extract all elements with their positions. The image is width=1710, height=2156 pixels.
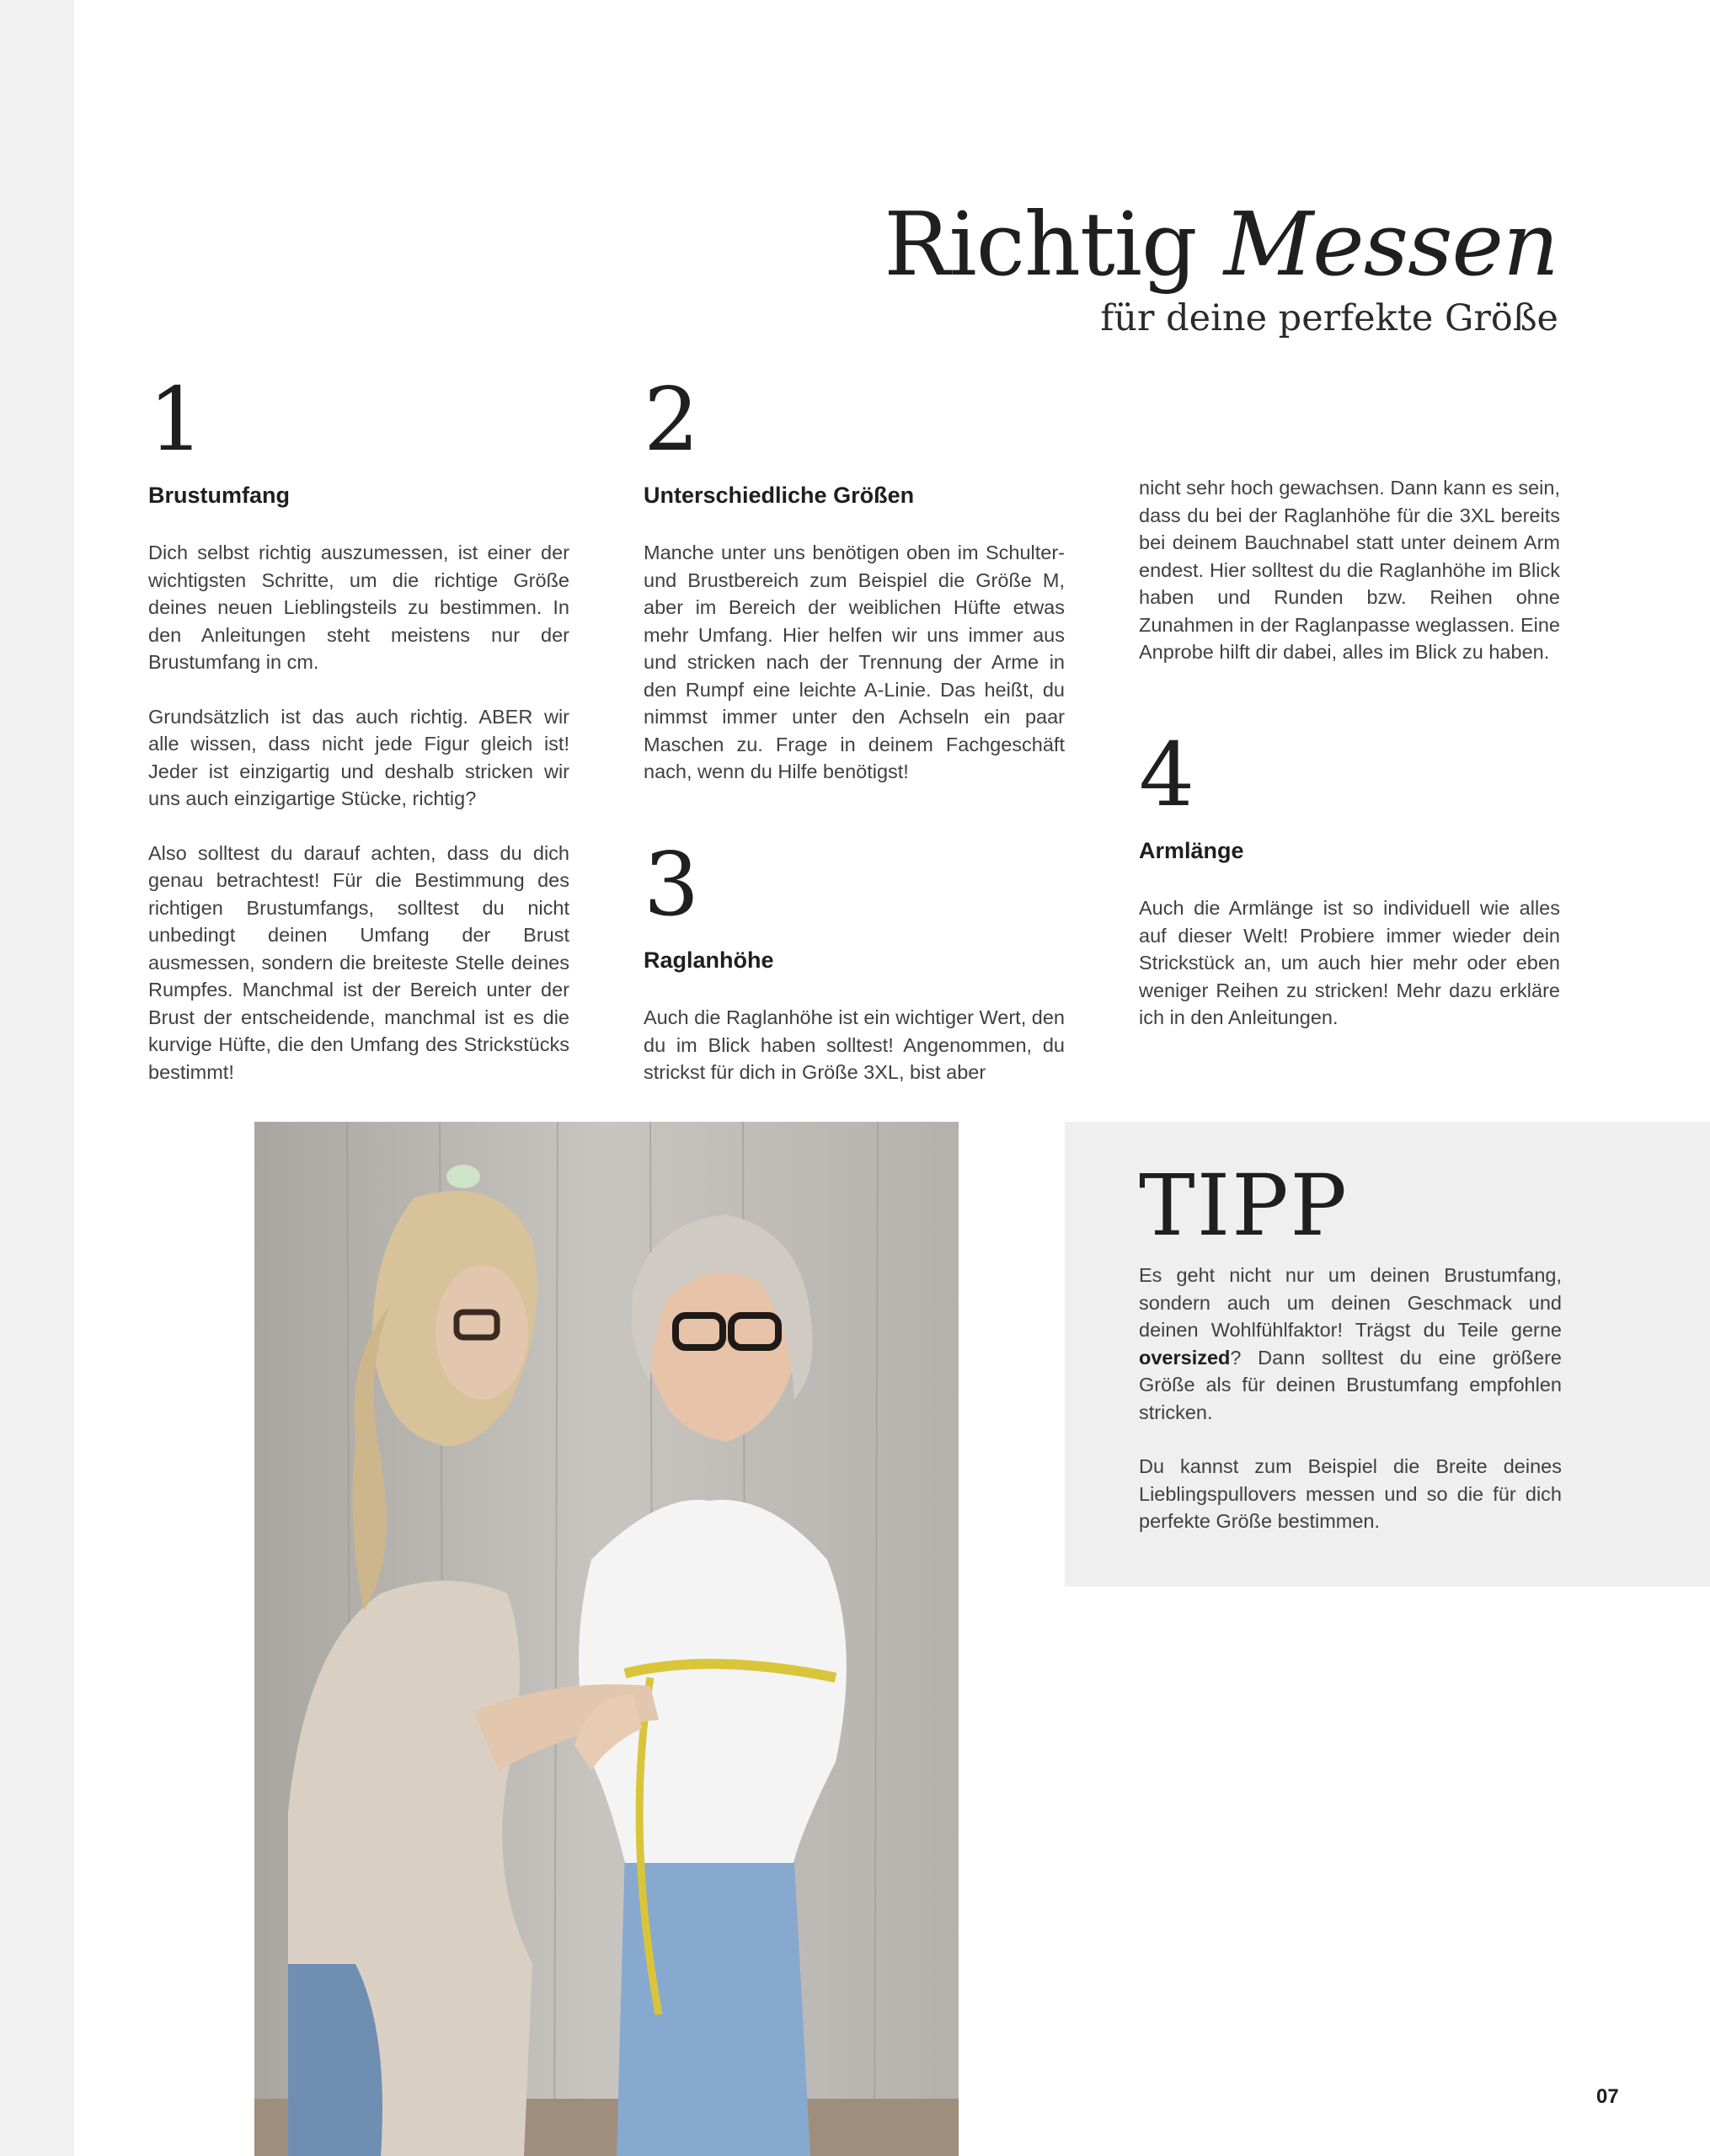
column-3 <box>1139 474 1560 666</box>
section-heading: Brustumfang <box>148 483 290 508</box>
paragraph: Grundsätzlich ist das auch richtig. ABER wir alle wissen, dass nicht jede Figur gleich ist! Jeder ist einzigartig und deshalb stricken wir uns auch einzigartige Stücke, richtig? <box>148 705 569 809</box>
title-block <box>884 195 1558 342</box>
column-3-section-4 <box>1139 723 1560 1032</box>
tip-paragraph: Du kannst zum Beispiel die Breite deines Lieblingspullovers messen und so die für dich perfekte Größe bestimmen. <box>1139 1455 1562 1532</box>
column-2 <box>644 368 1065 786</box>
section-number: 3 <box>644 833 700 936</box>
tip-text <box>1139 1262 1562 1562</box>
column-1 <box>148 368 569 1086</box>
column-2-section-3 <box>644 835 1065 1086</box>
paragraph: Manche unter uns benötigen oben im Schulter- und Brustbereich zum Beispiel die Größe M, aber im Bereich der weiblichen Hüfte etwas mehr Umfang. Hier helfen wir uns immer aus und stricken nach der Trennung der Arme in den Rumpf eine leichte A-Linie. Das heißt, du nimmst immer unter den Achseln ein paar Maschen zu. Frage in deinem Fachgeschäft nach, wenn du Hilfe benötigst! <box>644 542 1065 782</box>
section-heading: Armlänge <box>1139 838 1244 863</box>
section-heading: Raglanhöhe <box>644 947 774 973</box>
paragraph-continued: nicht sehr hoch gewachsen. Dann kann es sein, dass du bei der Raglanhöhe für die 3XL bereits bei deinem Bauchnabel statt unter deinem Arm endest. Hier solltest du die Raglanhöhe im Blick haben und Runden bzw. Reihen ohne Zunahmen in der Raglanpasse weglassen. Eine Anprobe hilft dir dabei, alles im Blick zu haben. <box>1139 477 1560 663</box>
paragraph: Auch die Raglanhöhe ist ein wichtiger Wert, den du im Blick haben solltest! Angenommen, du strickst für dich in Größe 3XL, bist aber <box>644 1006 1065 1083</box>
tip-title: TIPP <box>1139 1156 1349 1255</box>
page-margin-strip <box>0 0 74 2156</box>
section-number: 1 <box>148 368 205 471</box>
tip-text-part: ? Dann solltest du eine größere Größe als für deinen Brustumfang empfohlen stricken. <box>1139 1346 1562 1423</box>
tip-paragraph <box>1139 1262 1562 1426</box>
photo-measuring-chest <box>254 1122 959 2156</box>
paragraph: Dich selbst richtig auszumessen, ist einer der wichtigsten Schritte, um die richtige Größe deines neuen Lieblingsteils zu bestimmen. In den Anleitungen steht meistens nur der Brustumfang in cm. <box>148 542 569 673</box>
page-title <box>884 193 1558 296</box>
title-accent: Messen <box>1223 193 1558 296</box>
tip-text-part: Es geht nicht nur um deinen Brustumfang, sondern auch um deinen Geschmack und deinen Wohlfühlfaktor! Trägst du Teile gerne <box>1139 1264 1562 1341</box>
section-number: 2 <box>644 368 700 471</box>
paragraph: Auch die Armlänge ist so individuell wie alles auf dieser Welt! Probiere immer wieder dein Strickstück an, um auch hier mehr oder eben weniger Reihen zu stricken! Mehr dazu erkläre ich in den Anleitungen. <box>1139 897 1560 1028</box>
page-number: 07 <box>1596 2085 1619 2108</box>
tip-box <box>1065 1122 1710 1587</box>
section-number: 4 <box>1139 723 1195 826</box>
page-subtitle: für deine perfekte Größe <box>1100 297 1558 339</box>
tip-bold-word: oversized <box>1139 1346 1231 1369</box>
section-heading: Unterschiedliche Größen <box>644 483 915 508</box>
paragraph: Also solltest du darauf achten, dass du dich genau betrachtest! Für die Bestimmung des richtigen Brustumfangs, solltest du nicht unbedingt deinen Umfang der Brust ausmessen, sondern die breiteste Stelle deines Rumpfes. Manchmal ist der Bereich unter der Brust der entscheidende, manchmal ist es die kurvige Hüfte, die den Umfang des Strickstücks bestimmt! <box>148 841 569 1083</box>
title-main: Richtig <box>884 193 1197 296</box>
